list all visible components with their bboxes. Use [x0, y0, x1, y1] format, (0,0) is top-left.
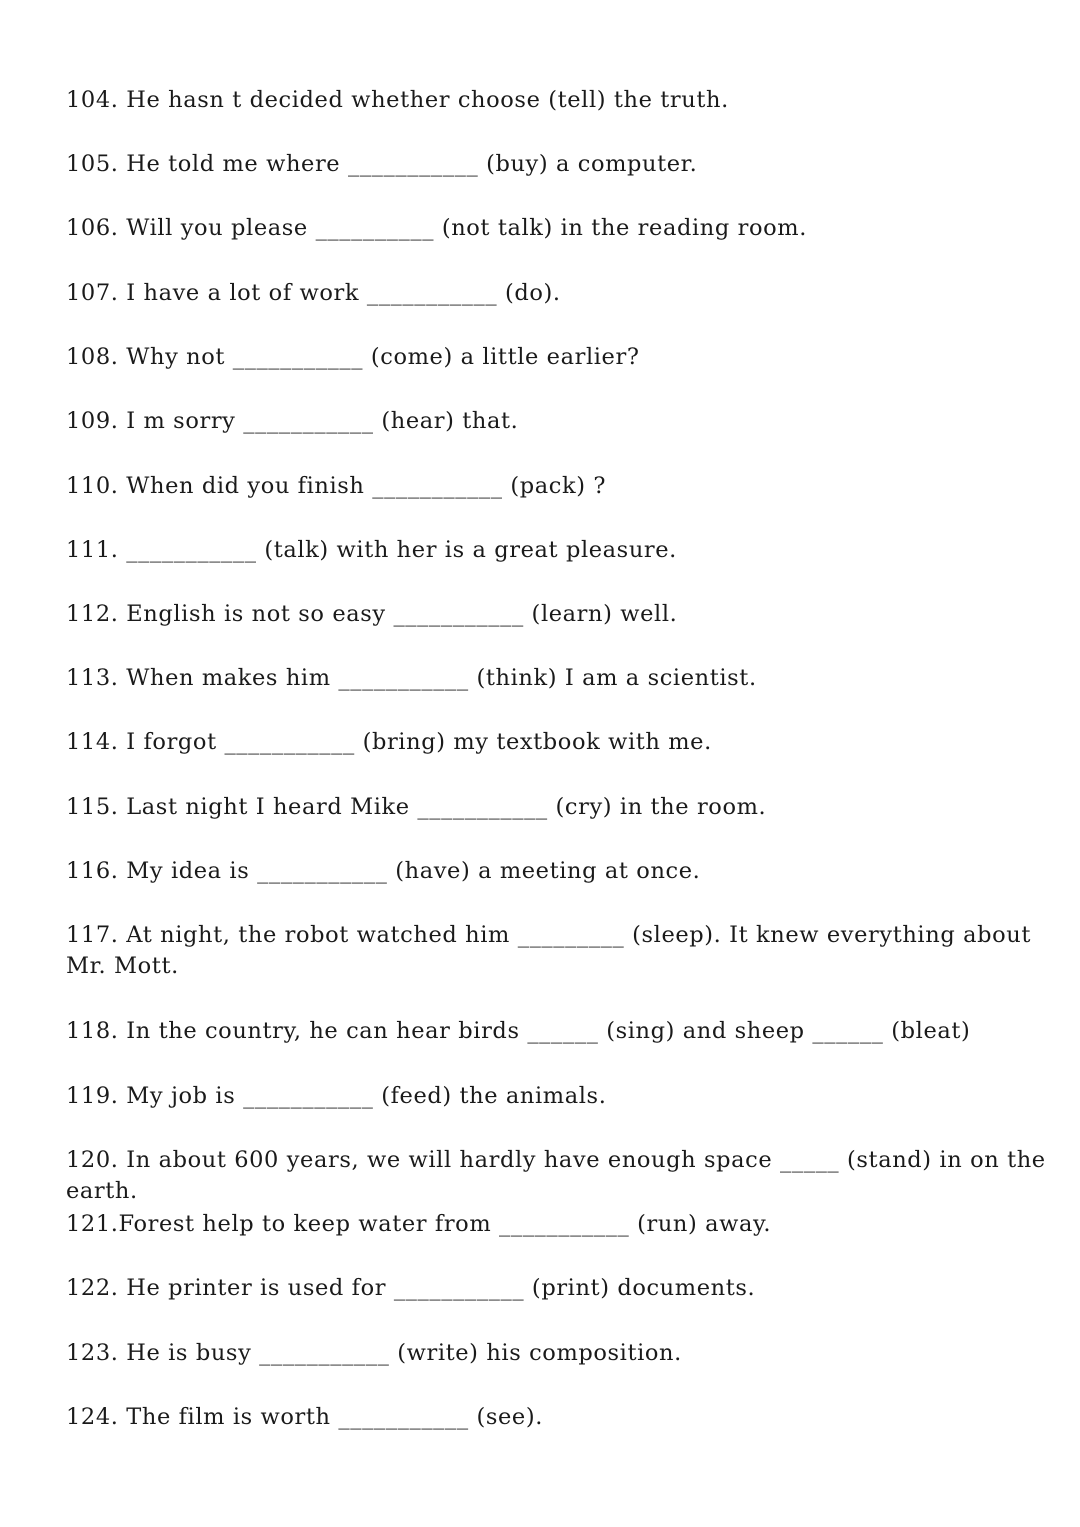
- exercise-118: 118. In the country, he can hear birds ______ (sing) and sheep ______ (bleat): [66, 1018, 971, 1044]
- exercise-106: 106. Will you please __________ (not talk) in the reading room.: [66, 215, 807, 241]
- exercise-119: 119. My job is ___________ (feed) the animals.: [66, 1083, 607, 1109]
- exercise-121: 121.Forest help to keep water from ___________ (run) away.: [66, 1211, 772, 1237]
- exercise-112: 112. English is not so easy ___________ (learn) well.: [66, 601, 678, 627]
- exercise-124: 124. The film is worth ___________ (see).: [66, 1404, 543, 1430]
- exercise-122: 122. He printer is used for ___________ (print) documents.: [66, 1275, 756, 1301]
- exercise-116: 116. My idea is ___________ (have) a meeting at once.: [66, 858, 701, 884]
- exercise-120: 120. In about 600 years, we will hardly have enough space _____ (stand) in on the earth.: [66, 1147, 1054, 1204]
- exercise-111: 111. ___________ (talk) with her is a great pleasure.: [66, 537, 677, 563]
- exercise-113: 113. When makes him ___________ (think) I am a scientist.: [66, 665, 757, 691]
- exercise-107: 107. I have a lot of work ___________ (do).: [66, 280, 561, 306]
- exercise-123: 123. He is busy ___________ (write) his composition.: [66, 1340, 682, 1366]
- exercise-114: 114. I forgot ___________ (bring) my textbook with me.: [66, 729, 712, 755]
- exercise-110: 110. When did you finish ___________ (pack) ?: [66, 473, 607, 499]
- exercise-104: 104. He hasn t decided whether choose (tell) the truth.: [66, 87, 729, 113]
- exercise-108: 108. Why not ___________ (come) a little earlier?: [66, 344, 640, 370]
- exercise-109: 109. I m sorry ___________ (hear) that.: [66, 408, 519, 434]
- exercise-115: 115. Last night I heard Mike ___________ (cry) in the room.: [66, 794, 767, 820]
- exercise-105: 105. He told me where ___________ (buy) a computer.: [66, 151, 698, 177]
- exercise-117: 117. At night, the robot watched him _________ (sleep). It knew everything about Mr. Mott.: [66, 922, 1039, 979]
